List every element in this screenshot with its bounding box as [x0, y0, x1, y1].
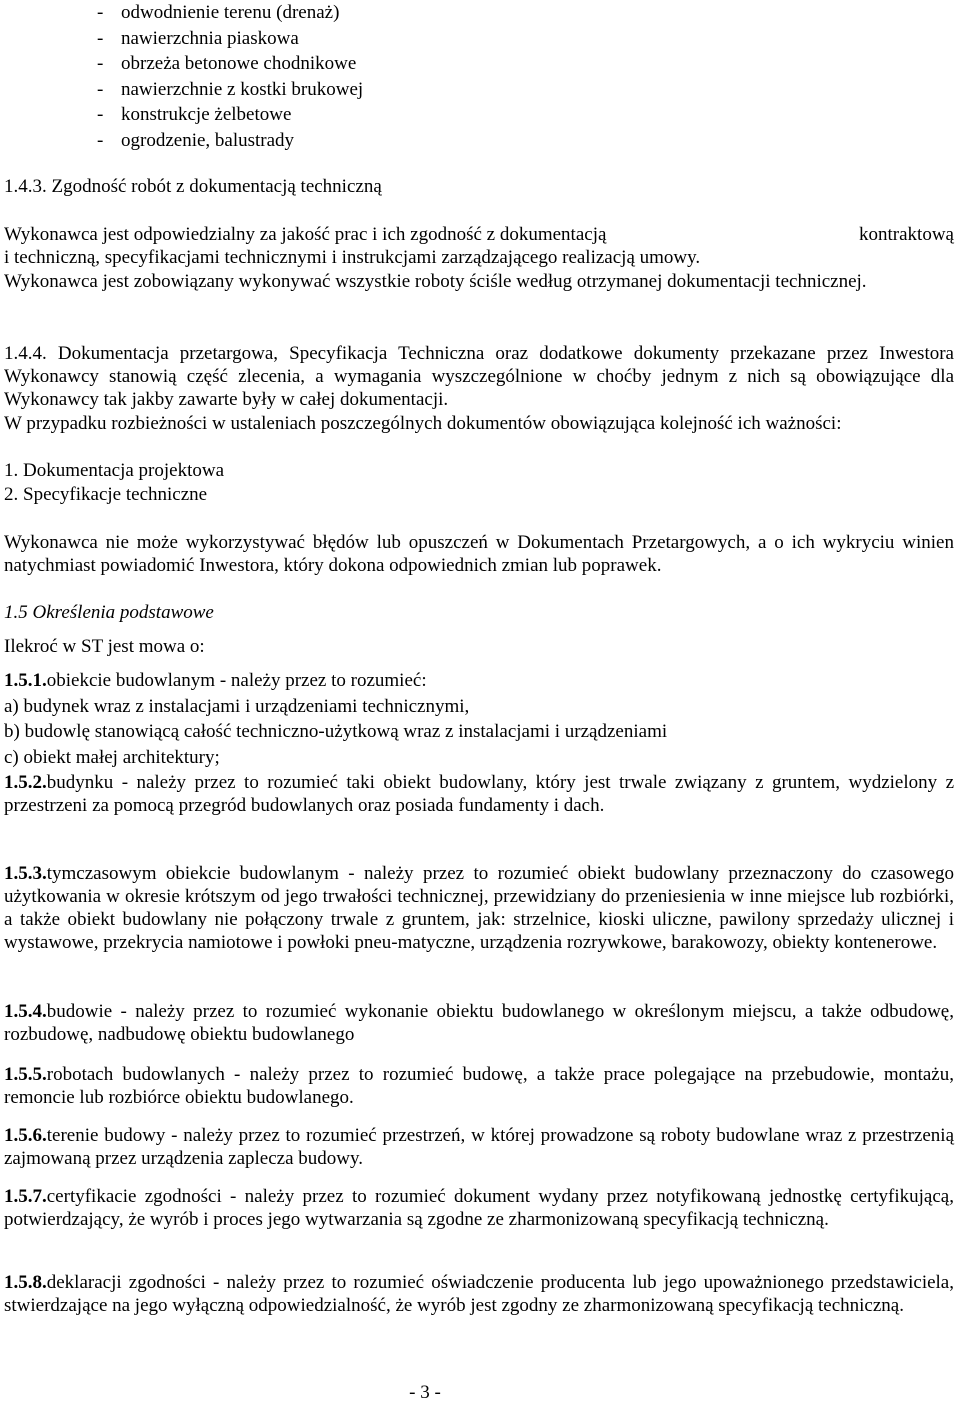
paragraph-obligation: Wykonawca jest zobowiązany wykonywać wszystkie roboty ściśle według otrzymanej dokumentacji technicznej.: [4, 271, 867, 292]
definition-1-5-3: 1.5.3.tymczasowym obiekcie budowlanym - należy przez to rozumieć obiekt budowlany przeznaczony do czasowego użytkowania w okresie krótszym od jego trwałości technicznej, przewidziany do przeniesienia w inne miejsce lub rozbiórki, a także obiekt budowlany nie połączony trwale z gruntem, jak: strzelnice, kioski uliczne, pawilony sprzedaży ulicznej i wystawowe, przekrycia namiotowe i powłoki pneu-matyczne, urządzenia rozrywkowe, barakowozy, obiekty kontenerowe.: [4, 863, 954, 953]
paragraph-tender-docs: 1.4.4. Dokumentacja przetargowa, Specyfikacja Techniczna oraz dodatkowe dokumenty przekazane przez Inwestora Wykonawcy stanowią część zlecenia, a wymagania wyszczególnione w choćby jednym z nich są obowiązujące dla Wykonawcy tak jakby zawarte były w całej dokumentacji.: [4, 343, 954, 410]
page-number: - 3 -: [409, 1382, 441, 1403]
list-item: - nawierzchnie z kostki brukowej: [97, 78, 364, 100]
definitions-intro: Ilekroć w ST jest mowa o:: [4, 636, 205, 657]
definition-1-5-1-a: a) budynek wraz z instalacjami i urządzeniami technicznymi,: [4, 696, 470, 717]
definition-1-5-1: 1.5.1.obiekcie budowlanym - należy przez to rozumieć:: [4, 670, 427, 691]
section-heading-1-5: 1.5 Określenia podstawowe: [4, 602, 214, 623]
list-item: - ogrodzenie, balustrady: [97, 129, 295, 151]
list-item: - odwodnienie terenu (drenaż): [97, 2, 340, 23]
definition-1-5-1-c: c) obiekt małej architektury;: [4, 747, 220, 768]
definition-1-5-5: 1.5.5.robotach budowlanych - należy przez to rozumieć budowę, a także prace polegające na przebudowie, montażu, remoncie lub rozbiórce obiektu budowlanego.: [4, 1064, 954, 1108]
definition-1-5-4: 1.5.4.budowie - należy przez to rozumieć wykonanie obiektu budowlanego w określonym miejscu, a także odbudowę, rozbudowę, nadbudowę obiektu budowlanego: [4, 1001, 954, 1045]
list-item: - nawierzchnia piaskowa: [97, 27, 299, 49]
definition-1-5-2: 1.5.2.budynku - należy przez to rozumieć taki obiekt budowlany, który jest trwale związany z gruntem, wydzielony z przestrzeni za pomocą przegród budowlanych oraz posiada fundamenty i dach.: [4, 772, 954, 816]
definition-1-5-6: 1.5.6.terenie budowy - należy przez to rozumieć przestrzeń, w której prowadzone są roboty budowlane wraz z przestrzenią zajmowaną przez urządzenia zaplecza budowy.: [4, 1125, 954, 1169]
priority-item-1: 1. Dokumentacja projektowa: [4, 460, 225, 481]
definition-1-5-8: 1.5.8.deklaracji zgodności - należy przez to rozumieć oświadczenie producenta lub jego upoważnionego przedstawiciela, stwierdzające na jego wyłączną odpowiedzialność, że wyrób jest zgodny ze zharmonizowaną specyfikacją techniczną.: [4, 1272, 954, 1316]
bullet-list: [97, 0, 697, 153]
list-item: - obrzeża betonowe chodnikowe: [97, 53, 357, 74]
priority-item-2: 2. Specyfikacje techniczne: [4, 484, 208, 505]
paragraph-responsibility: Wykonawca jest odpowiedzialny za jakość prac i ich zgodność z dokumentacją kontraktową i techniczną, specyfikacjami technicznymi i instrukcjami zarządzającego realizacją umowy.: [4, 224, 954, 268]
paragraph-priority: W przypadku rozbieżności w ustaleniach poszczególnych dokumentów obowiązująca kolejność ich ważności:: [4, 413, 842, 434]
list-item: - konstrukcje żelbetowe: [97, 104, 292, 125]
definition-1-5-7: 1.5.7.certyfikacie zgodności - należy przez to rozumieć dokument wydany przez notyfikowaną jednostkę certyfikującą, potwierdzający, że wyrób i proces jego wytwarzania są zgodne ze zharmonizowaną specyfikacją techniczną.: [4, 1186, 954, 1230]
definition-1-5-1-b: b) budowlę stanowiącą całość techniczno-użytkową wraz z instalacjami i urządzeniami: [4, 721, 668, 742]
section-heading-1-4-3: 1.4.3. Zgodność robót z dokumentacją techniczną: [4, 176, 382, 197]
paragraph-errors: Wykonawca nie może wykorzystywać błędów lub opuszczeń w Dokumentach Przetargowych, a o ich wykryciu winien natychmiast powiadomić Inwestora, który dokona odpowiednich zmian lub poprawek.: [4, 532, 954, 576]
